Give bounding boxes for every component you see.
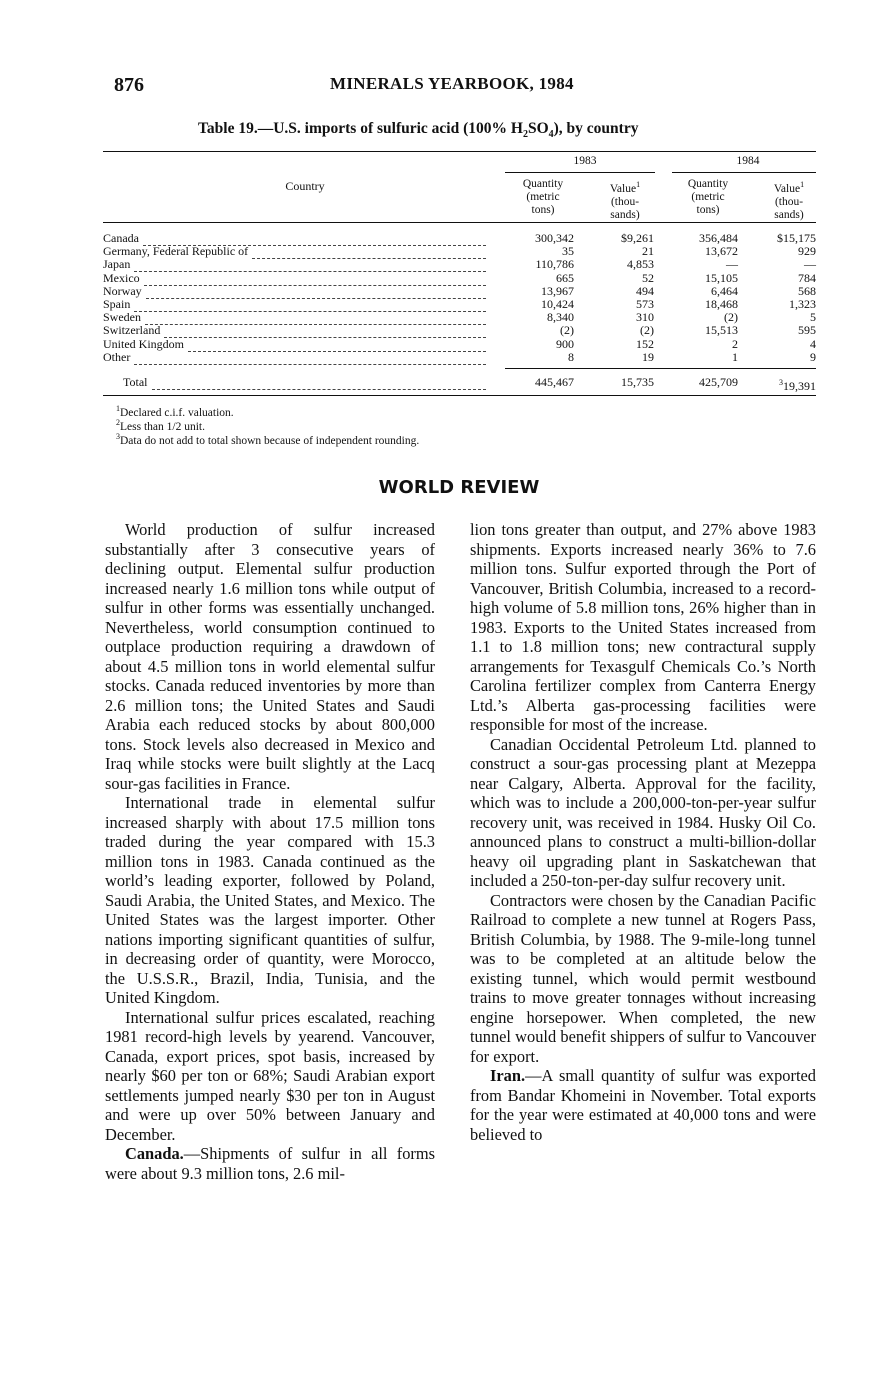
country-name: Mexico [103,270,140,285]
paragraph: International trade in elemental sulfur increased sharply with about 17.5 million tons traded during the year compared with 15.3 million tons in 1983. Canada continued as the world’s leading exporter, followed by Poland, Saudi Arabia, the United States, and Mexico. The United States was the largest importer. Other nations importing significant quantities of sulfur, in decreasing order of quantity, were Morocco, the U.S.S.R., Brazil, India, Tunisia, and the United Kingdom. [105,793,435,1007]
paragraph: Canada.—Shipments of sulfur in all forms were about 9.3 million tons, 2.6 mil- [105,1144,435,1183]
country-name: Sweden [103,310,141,325]
table-row [103,232,816,245]
cell-v84: 5 [810,310,816,325]
left-column [105,520,435,1183]
cell-v83: 310 [636,310,654,325]
cell-q84: (2) [724,310,738,325]
header-bottom-rule [103,222,816,223]
table-row [103,324,816,337]
table-top-rule [103,151,816,152]
table-total-row [103,375,816,393]
cell-v84: 9 [810,349,816,364]
section-title: WORLD REVIEW [378,477,540,498]
total-v84: $^3$19,391 [779,378,816,393]
table-row [103,272,816,285]
table-row [103,258,816,271]
page-number: 876 [114,74,144,96]
cell-q83: 8 [568,349,574,364]
cell-v84: 1,323 [789,297,816,311]
year-header-1984: 1984 [736,155,760,167]
cell-q84: 2 [732,336,738,351]
leader-dots [134,258,486,272]
cell-v84: $15,175 [777,231,816,245]
total-q84: 425,709 [699,375,738,389]
total-v83: 15,735 [621,375,654,389]
table-row [103,245,816,258]
footnote-3: $^3$Data do not add to total shown because of independent rounding. [116,432,420,447]
country-name: Other [103,349,131,364]
cell-q83: 300,342 [535,231,574,245]
country-name: United Kingdom [103,336,184,351]
cell-v84: — [804,257,816,272]
leader-dots [134,298,486,312]
country-name: Japan [103,257,131,272]
cell-q84: 15,105 [705,270,738,285]
leader-dots [145,311,486,325]
table-row [103,285,816,298]
cell-q83: (2) [560,323,574,338]
cell-q84: 15,513 [705,323,738,338]
country-name: Spain [103,297,131,311]
value-header-1984: Value$^1$ (thou- sands) [773,180,805,221]
year-header-1983: 1983 [573,155,597,167]
cell-v84: 4 [810,336,816,351]
year-rule-1983 [505,172,655,173]
paragraph: Canadian Occidental Petroleum Ltd. planned to construct a sour-gas processing plant at Mezeppa near Calgary, Alberta. Approval for the facility, which was to include a 200,000-ton-per-year sulfur recovery unit, was received in 1984. Husky Oil Co. announced plans to construct a multi-billion-dollar heavy oil upgrading plant in Saskatchewan that included a 250-ton-per-day sulfur recovery unit. [470,734,816,890]
paragraph: International sulfur prices escalated, reaching 1981 record-high levels by yearend. Vancouver, Canada, export prices, spot basis, increased by nearly $60 per ton or 68%; Saudi Arabian export settlements jumped nearly $30 per ton in August and were up over 50% between January and December. [105,1007,435,1144]
qty-header-1983: Quantity (metric tons) [522,178,564,216]
cell-v83: 494 [636,283,654,298]
country-name: Canada [103,231,139,245]
table-bottom-rule [103,395,816,396]
table-row [103,298,816,311]
cell-q84: 356,484 [699,231,738,245]
leader-dots [134,351,486,365]
lead-in: Iran. [490,1066,526,1085]
lead-in: Canada. [125,1144,184,1163]
footnote-2: $^2$Less than 1/2 unit. [116,418,205,433]
paragraph: lion tons greater than output, and 27% above 1983 shipments. Exports increased nearly 36% to 7.6 million tons. Sulfur exported through the Port of Vancouver, British Columbia, increased to a record-high volume of 5.8 million tons, 26% higher than in 1983. Exports to the United States increased from 1.1 to 1.8 million tons; new contractural supply arrangements for Texasgulf Chemicals Co.’s North Carolina fertilizer complex from Canterra Energy Ltd.’s Alberta gas-processing facilities were responsible for most of the increase. [470,520,816,734]
cell-v83: 573 [636,297,654,311]
country-name: Germany, Federal Republic of [103,244,249,259]
table-row [103,351,816,364]
cell-q84: 6,464 [711,283,738,298]
cell-q83: 8,340 [547,310,574,325]
cell-v84: 568 [798,283,816,298]
leader-dots [146,285,486,299]
cell-q83: 110,786 [535,257,574,272]
cell-v83: 4,853 [627,257,654,272]
footnote-1: $^1$Declared c.i.f. valuation. [116,404,234,419]
cell-v83: 21 [642,244,654,259]
cell-v83: 152 [636,336,654,351]
leader-dots [164,324,486,338]
total-rule [505,368,816,369]
country-name: Norway [103,283,142,298]
table-row [103,311,816,324]
paragraph: World production of sulfur increased substantially after 3 consecutive years of declining output. Elemental sulfur production increased nearly 1.6 million tons while output of sulfur in other forms was essentially unchanged. Nevertheless, world consumption continued to outplace production requiring a drawdown of about 4.5 million tons in world elemental sulfur stocks. Canada reduced inventories by more than 2.6 million tons; the United States and Saudi Arabia each reduced stocks by about 800,000 tons. Stock levels also decreased in Mexico and Iraq while stocks were built slightly at the Lacq sour-gas facilities in France. [105,520,435,793]
cell-v84: 784 [798,270,816,285]
cell-q83: 35 [562,244,574,259]
country-column-header: Country [285,179,325,193]
table-row [103,338,816,351]
cell-v83: (2) [640,323,654,338]
right-column [470,520,816,1144]
cell-q83: 900 [556,336,574,351]
cell-v84: 595 [798,323,816,338]
cell-q84: — [726,257,738,272]
running-title: MINERALS YEARBOOK, 1984 [330,74,574,93]
table-title: Table 19.—U.S. imports of sulfuric acid (100% $H_2SO_4$), by country [198,120,639,141]
cell-v83: $9,261 [621,231,654,245]
cell-v83: 19 [642,349,654,364]
qty-header-1984: Quantity (metric tons) [687,178,729,216]
leader-dots [252,245,486,259]
cell-q84: 1 [732,349,738,364]
cell-v83: 52 [642,270,654,285]
total-q83: 445,467 [535,375,574,389]
total-label: Total [123,375,148,389]
paragraph: Contractors were chosen by the Canadian Pacific Railroad to complete a new tunnel at Rogers Pass, British Columbia, by 1988. The 9-mile-long tunnel was to be completed at an altitude below the existing tunnel, which would permit westbound trains to move greater tonnages without increasing engine horsepower. When completed, the new tunnel would benefit shippers of sulfur to Vancouver for export. [470,890,816,1066]
year-rule-1984 [672,172,816,173]
country-name: Switzerland [103,323,161,338]
paragraph: Iran.—A small quantity of sulfur was exported from Bandar Khomeini in November. Total exports for the year were estimated at 40,000 tons and were believed to [470,1066,816,1144]
leader-dots [152,376,486,390]
cell-q83: 13,967 [541,283,574,298]
leader-dots [144,272,486,286]
cell-q84: 13,672 [705,244,738,259]
cell-v84: 929 [798,244,816,259]
cell-q83: 10,424 [541,297,574,311]
cell-q84: 18,468 [705,297,738,311]
leader-dots [188,338,486,352]
value-header-1983: Value$^1$ (thou- sands) [609,180,641,221]
cell-q83: 665 [556,270,574,285]
